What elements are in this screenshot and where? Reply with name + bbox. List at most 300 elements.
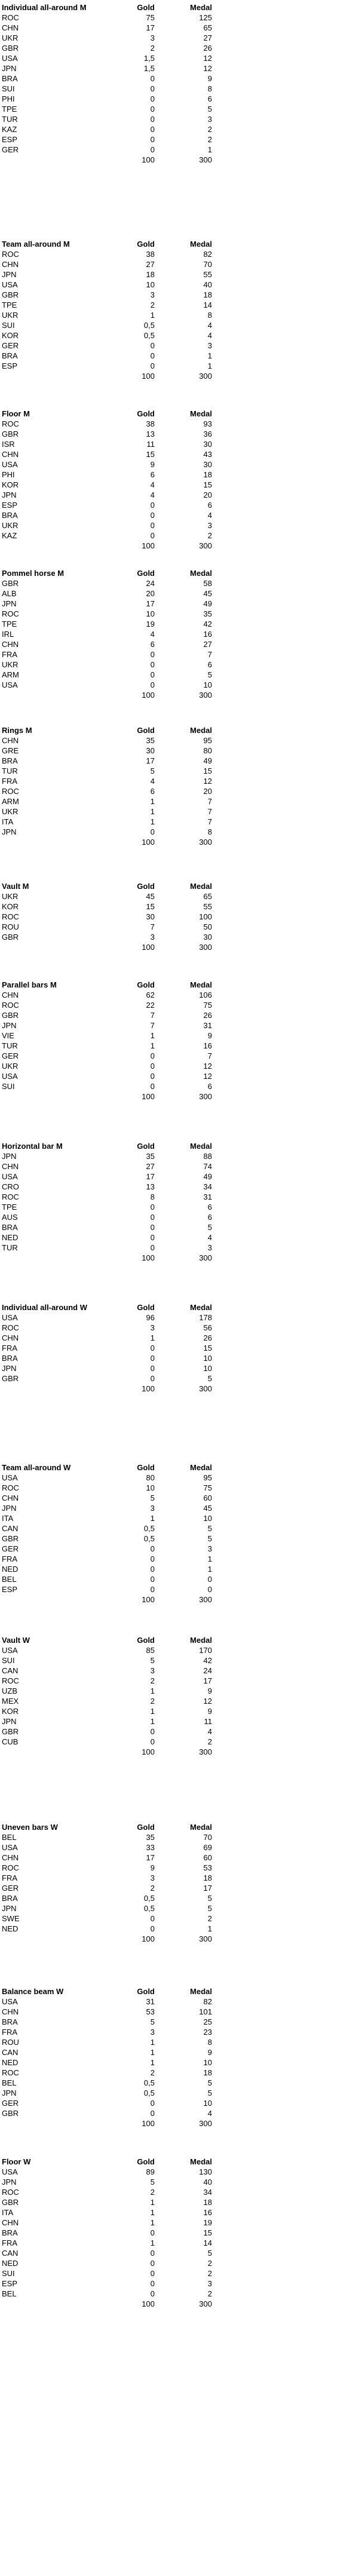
- medal-cell[interactable]: 6: [207, 1082, 212, 1091]
- country-cell[interactable]: CHN: [2, 450, 19, 459]
- medal-cell[interactable]: 17: [203, 1676, 212, 1685]
- medal-cell[interactable]: 26: [203, 1011, 212, 1020]
- gold-total-cell[interactable]: 100: [142, 1595, 155, 1604]
- gold-total-cell[interactable]: 100: [142, 2299, 155, 2308]
- gold-total-cell[interactable]: 100: [142, 2119, 155, 2128]
- medal-cell[interactable]: 55: [203, 902, 212, 911]
- gold-cell[interactable]: 0: [150, 1062, 155, 1071]
- country-cell[interactable]: CHN: [2, 736, 19, 745]
- section-title[interactable]: Vault W: [2, 1636, 30, 1645]
- country-cell[interactable]: FRA: [2, 1873, 17, 1882]
- medal-cell[interactable]: 2: [207, 125, 212, 134]
- gold-cell[interactable]: 0: [150, 1213, 155, 1222]
- gold-cell[interactable]: 80: [146, 1473, 155, 1482]
- gold-cell[interactable]: 85: [146, 1646, 155, 1655]
- country-cell[interactable]: GBR: [2, 2109, 19, 2118]
- country-cell[interactable]: CHN: [2, 260, 19, 269]
- medal-cell[interactable]: 10: [203, 1354, 212, 1363]
- country-cell[interactable]: USA: [2, 1997, 18, 2006]
- section-title[interactable]: Parallel bars M: [2, 980, 57, 989]
- country-cell[interactable]: FRA: [2, 1554, 17, 1563]
- country-cell[interactable]: CHN: [2, 990, 19, 999]
- country-cell[interactable]: ROC: [2, 2068, 19, 2077]
- gold-total-cell[interactable]: 100: [142, 372, 155, 381]
- medal-cell[interactable]: 26: [203, 1333, 212, 1342]
- medal-cell[interactable]: 95: [203, 736, 212, 745]
- country-cell[interactable]: SUI: [2, 1082, 15, 1091]
- gold-cell[interactable]: 13: [146, 1182, 155, 1191]
- country-cell[interactable]: TPE: [2, 300, 17, 309]
- gold-cell[interactable]: 27: [146, 260, 155, 269]
- gold-cell[interactable]: 0: [150, 1565, 155, 1574]
- section-title[interactable]: Individual all-around M: [2, 3, 87, 12]
- country-cell[interactable]: ESP: [2, 2279, 18, 2288]
- empty-cell[interactable]: [0, 1594, 105, 1605]
- country-cell[interactable]: ISR: [2, 440, 15, 449]
- medal-cell[interactable]: 10: [203, 2058, 212, 2067]
- medal-column-header[interactable]: Medal: [190, 726, 212, 735]
- medal-cell[interactable]: 106: [199, 990, 212, 999]
- gold-cell[interactable]: 11: [146, 440, 155, 449]
- medal-cell[interactable]: 7: [207, 797, 212, 806]
- country-cell[interactable]: ROC: [2, 1483, 19, 1492]
- medal-total-cell[interactable]: 300: [199, 1253, 212, 1262]
- country-cell[interactable]: CHN: [2, 2007, 19, 2016]
- gold-cell[interactable]: 0: [150, 105, 155, 114]
- gold-column-header[interactable]: Gold: [137, 2157, 155, 2166]
- gold-cell[interactable]: 0: [150, 501, 155, 510]
- medal-cell[interactable]: 5: [207, 1524, 212, 1533]
- country-cell[interactable]: ROC: [2, 1323, 19, 1332]
- country-cell[interactable]: NED: [2, 2259, 19, 2268]
- empty-cell[interactable]: [0, 2299, 105, 2309]
- gold-cell[interactable]: 4: [150, 777, 155, 786]
- gold-cell[interactable]: 53: [146, 2007, 155, 2016]
- medal-cell[interactable]: 70: [203, 1833, 212, 1842]
- gold-cell[interactable]: 3: [150, 1873, 155, 1882]
- empty-cell[interactable]: [0, 1384, 105, 1394]
- medal-cell[interactable]: 6: [207, 501, 212, 510]
- country-cell[interactable]: ROC: [2, 1676, 19, 1685]
- medal-cell[interactable]: 18: [203, 2198, 212, 2207]
- medal-cell[interactable]: 16: [203, 1041, 212, 1050]
- gold-cell[interactable]: 0: [150, 531, 155, 540]
- gold-cell[interactable]: 6: [150, 470, 155, 479]
- gold-cell[interactable]: 6: [150, 640, 155, 649]
- medal-cell[interactable]: 75: [203, 1483, 212, 1492]
- medal-cell[interactable]: 65: [203, 892, 212, 901]
- country-cell[interactable]: GBR: [2, 430, 19, 438]
- medal-cell[interactable]: 74: [203, 1162, 212, 1171]
- medal-cell[interactable]: 27: [203, 33, 212, 42]
- country-cell[interactable]: USA: [2, 2167, 18, 2176]
- country-cell[interactable]: FRA: [2, 2238, 17, 2247]
- gold-cell[interactable]: 0,5: [143, 1904, 155, 1913]
- medal-cell[interactable]: 16: [203, 2208, 212, 2217]
- country-cell[interactable]: BEL: [2, 1833, 17, 1842]
- medal-cell[interactable]: 5: [207, 2078, 212, 2087]
- country-cell[interactable]: KAZ: [2, 125, 17, 134]
- country-cell[interactable]: NED: [2, 1924, 19, 1933]
- country-cell[interactable]: SWE: [2, 1914, 20, 1923]
- medal-cell[interactable]: 11: [204, 1717, 212, 1726]
- gold-column-header[interactable]: Gold: [137, 240, 155, 249]
- gold-cell[interactable]: 17: [146, 1853, 155, 1862]
- country-cell[interactable]: KOR: [2, 902, 19, 911]
- gold-cell[interactable]: 8: [150, 1192, 155, 1201]
- country-cell[interactable]: GBR: [2, 1727, 19, 1736]
- gold-cell[interactable]: 5: [150, 766, 155, 775]
- medal-cell[interactable]: 18: [203, 290, 212, 299]
- gold-cell[interactable]: 0: [150, 2289, 155, 2298]
- country-cell[interactable]: ALB: [2, 589, 17, 598]
- medal-cell[interactable]: 3: [207, 1544, 212, 1553]
- gold-cell[interactable]: 30: [146, 912, 155, 921]
- country-cell[interactable]: BRA: [2, 511, 18, 520]
- country-cell[interactable]: USA: [2, 460, 18, 469]
- gold-cell[interactable]: 1: [150, 807, 155, 816]
- gold-cell[interactable]: 1: [150, 797, 155, 806]
- empty-cell[interactable]: [0, 1934, 105, 1944]
- gold-cell[interactable]: 0: [150, 1223, 155, 1232]
- medal-cell[interactable]: 3: [207, 115, 212, 124]
- country-cell[interactable]: GBR: [2, 44, 19, 53]
- medal-cell[interactable]: 31: [203, 1021, 212, 1030]
- gold-cell[interactable]: 1,5: [143, 54, 155, 63]
- medal-column-header[interactable]: Medal: [190, 569, 212, 578]
- country-cell[interactable]: GER: [2, 1051, 19, 1060]
- medal-column-header[interactable]: Medal: [190, 2157, 212, 2166]
- gold-column-header[interactable]: Gold: [137, 1987, 155, 1996]
- gold-cell[interactable]: 1: [150, 1707, 155, 1716]
- gold-cell[interactable]: 19: [146, 620, 155, 628]
- medal-cell[interactable]: 49: [203, 599, 212, 608]
- medal-cell[interactable]: 2: [207, 2289, 212, 2298]
- section-title[interactable]: Horizontal bar M: [2, 1142, 63, 1151]
- country-cell[interactable]: GBR: [2, 290, 19, 299]
- medal-cell[interactable]: 40: [203, 280, 212, 289]
- medal-total-cell[interactable]: 300: [199, 838, 212, 847]
- country-cell[interactable]: BRA: [2, 1894, 18, 1903]
- country-cell[interactable]: ARM: [2, 797, 19, 806]
- gold-total-cell[interactable]: 100: [142, 541, 155, 550]
- gold-cell[interactable]: 13: [146, 430, 155, 438]
- medal-cell[interactable]: 14: [203, 2238, 212, 2247]
- country-cell[interactable]: CRO: [2, 1182, 19, 1191]
- country-cell[interactable]: BEL: [2, 1575, 17, 1584]
- country-cell[interactable]: USA: [2, 1843, 18, 1852]
- gold-cell[interactable]: 3: [150, 1504, 155, 1513]
- country-cell[interactable]: NED: [2, 2058, 19, 2067]
- medal-cell[interactable]: 7: [207, 817, 212, 826]
- medal-column-header[interactable]: Medal: [190, 3, 212, 12]
- gold-column-header[interactable]: Gold: [137, 1303, 155, 1312]
- gold-cell[interactable]: 0: [150, 84, 155, 93]
- country-cell[interactable]: USA: [2, 1172, 18, 1181]
- medal-cell[interactable]: 3: [207, 1243, 212, 1252]
- country-cell[interactable]: UKR: [2, 311, 19, 320]
- gold-cell[interactable]: 0: [150, 1072, 155, 1081]
- country-cell[interactable]: NED: [2, 1565, 19, 1574]
- gold-cell[interactable]: 35: [146, 1152, 155, 1161]
- medal-cell[interactable]: 30: [203, 933, 212, 942]
- medal-cell[interactable]: 170: [199, 1646, 212, 1655]
- medal-cell[interactable]: 9: [207, 1031, 212, 1040]
- gold-cell[interactable]: 15: [146, 450, 155, 459]
- medal-cell[interactable]: 6: [207, 1213, 212, 1222]
- country-cell[interactable]: CAN: [2, 2048, 19, 2057]
- gold-cell[interactable]: 0: [150, 680, 155, 689]
- section-title[interactable]: Pommel horse M: [2, 569, 65, 578]
- medal-column-header[interactable]: Medal: [190, 1636, 212, 1645]
- medal-cell[interactable]: 12: [203, 1697, 212, 1706]
- country-cell[interactable]: ROC: [2, 1863, 19, 1872]
- medal-cell[interactable]: 16: [203, 630, 212, 639]
- gold-cell[interactable]: 3: [150, 2028, 155, 2037]
- gold-cell[interactable]: 1: [150, 2058, 155, 2067]
- country-cell[interactable]: ITA: [2, 1514, 14, 1523]
- medal-cell[interactable]: 18: [203, 1873, 212, 1882]
- country-cell[interactable]: UKR: [2, 660, 19, 669]
- gold-total-cell[interactable]: 100: [142, 1253, 155, 1262]
- medal-cell[interactable]: 30: [203, 460, 212, 469]
- gold-cell[interactable]: 0: [150, 1544, 155, 1553]
- section-title[interactable]: Floor M: [2, 409, 30, 418]
- medal-cell[interactable]: 3: [207, 2279, 212, 2288]
- country-cell[interactable]: GBR: [2, 579, 19, 588]
- gold-cell[interactable]: 0: [150, 1344, 155, 1353]
- country-cell[interactable]: JPN: [2, 1717, 17, 1726]
- gold-cell[interactable]: 33: [146, 1843, 155, 1852]
- gold-cell[interactable]: 30: [146, 746, 155, 755]
- country-cell[interactable]: ROC: [2, 787, 19, 796]
- medal-total-cell[interactable]: 300: [199, 1092, 212, 1101]
- medal-cell[interactable]: 42: [203, 620, 212, 628]
- country-cell[interactable]: BRA: [2, 1223, 18, 1232]
- gold-total-cell[interactable]: 100: [142, 155, 155, 164]
- medal-cell[interactable]: 5: [207, 1894, 212, 1903]
- gold-cell[interactable]: 1: [150, 1514, 155, 1523]
- medal-cell[interactable]: 3: [207, 521, 212, 530]
- gold-cell[interactable]: 27: [146, 1162, 155, 1171]
- medal-cell[interactable]: 6: [207, 1203, 212, 1212]
- gold-cell[interactable]: 0: [150, 660, 155, 669]
- country-cell[interactable]: CAN: [2, 2249, 19, 2258]
- country-cell[interactable]: TPE: [2, 1203, 17, 1212]
- country-cell[interactable]: TUR: [2, 1243, 18, 1252]
- medal-cell[interactable]: 8: [207, 2038, 212, 2047]
- country-cell[interactable]: GER: [2, 2099, 19, 2108]
- country-cell[interactable]: UZB: [2, 1686, 17, 1695]
- empty-cell[interactable]: [0, 371, 105, 381]
- medal-cell[interactable]: 15: [203, 2228, 212, 2237]
- medal-cell[interactable]: 4: [207, 511, 212, 520]
- gold-cell[interactable]: 0: [150, 1737, 155, 1746]
- country-cell[interactable]: BRA: [2, 2017, 18, 2026]
- gold-cell[interactable]: 5: [150, 2017, 155, 2026]
- country-cell[interactable]: CHN: [2, 1494, 19, 1502]
- gold-column-header[interactable]: Gold: [137, 409, 155, 418]
- medal-cell[interactable]: 93: [203, 419, 212, 428]
- gold-cell[interactable]: 0: [150, 2109, 155, 2118]
- gold-cell[interactable]: 17: [146, 1172, 155, 1181]
- medal-cell[interactable]: 2: [207, 1737, 212, 1746]
- country-cell[interactable]: ITA: [2, 2208, 14, 2217]
- gold-cell[interactable]: 18: [146, 270, 155, 279]
- country-cell[interactable]: TPE: [2, 105, 17, 114]
- gold-total-cell[interactable]: 100: [142, 838, 155, 847]
- medal-cell[interactable]: 9: [207, 74, 212, 83]
- gold-cell[interactable]: 24: [146, 579, 155, 588]
- gold-cell[interactable]: 17: [146, 23, 155, 32]
- country-cell[interactable]: MEX: [2, 1697, 19, 1706]
- country-cell[interactable]: JPN: [2, 270, 17, 279]
- gold-cell[interactable]: 0: [150, 2249, 155, 2258]
- medal-cell[interactable]: 30: [203, 440, 212, 449]
- gold-column-header[interactable]: Gold: [137, 1636, 155, 1645]
- medal-cell[interactable]: 2: [207, 1914, 212, 1923]
- medal-cell[interactable]: 3: [207, 341, 212, 350]
- gold-column-header[interactable]: Gold: [137, 1823, 155, 1832]
- country-cell[interactable]: JPN: [2, 1152, 17, 1161]
- medal-total-cell[interactable]: 300: [199, 943, 212, 952]
- gold-cell[interactable]: 0: [150, 1727, 155, 1736]
- country-cell[interactable]: ESP: [2, 361, 18, 370]
- country-cell[interactable]: CHN: [2, 23, 19, 32]
- gold-cell[interactable]: 17: [146, 756, 155, 765]
- gold-cell[interactable]: 2: [150, 1697, 155, 1706]
- gold-cell[interactable]: 0: [150, 94, 155, 103]
- section-title[interactable]: Floor W: [2, 2157, 31, 2166]
- gold-cell[interactable]: 0: [150, 1364, 155, 1373]
- gold-cell[interactable]: 0: [150, 521, 155, 530]
- medal-total-cell[interactable]: 300: [199, 1934, 212, 1943]
- medal-column-header[interactable]: Medal: [190, 1303, 212, 1312]
- medal-cell[interactable]: 19: [203, 2218, 212, 2227]
- country-cell[interactable]: BEL: [2, 2078, 17, 2087]
- country-cell[interactable]: KOR: [2, 480, 19, 489]
- gold-cell[interactable]: 4: [150, 490, 155, 499]
- country-cell[interactable]: PHI: [2, 94, 15, 103]
- country-cell[interactable]: UKR: [2, 807, 19, 816]
- medal-cell[interactable]: 18: [203, 470, 212, 479]
- section-title[interactable]: Rings M: [2, 726, 32, 735]
- gold-cell[interactable]: 0: [150, 1082, 155, 1091]
- empty-cell[interactable]: [0, 942, 105, 952]
- gold-column-header[interactable]: Gold: [137, 1463, 155, 1472]
- gold-cell[interactable]: 2: [150, 300, 155, 309]
- gold-total-cell[interactable]: 100: [142, 1747, 155, 1756]
- medal-cell[interactable]: 8: [207, 84, 212, 93]
- gold-cell[interactable]: 2: [150, 1676, 155, 1685]
- country-cell[interactable]: GBR: [2, 1534, 19, 1543]
- section-title[interactable]: Balance beam W: [2, 1987, 64, 1996]
- gold-cell[interactable]: 1: [150, 1041, 155, 1050]
- country-cell[interactable]: FRA: [2, 777, 17, 786]
- gold-cell[interactable]: 5: [150, 2178, 155, 2186]
- medal-cell[interactable]: 10: [203, 2099, 212, 2108]
- medal-cell[interactable]: 65: [203, 23, 212, 32]
- country-cell[interactable]: TUR: [2, 115, 18, 124]
- medal-cell[interactable]: 23: [203, 2028, 212, 2037]
- medal-cell[interactable]: 34: [203, 2188, 212, 2197]
- country-cell[interactable]: VIE: [2, 1031, 14, 1040]
- section-title[interactable]: Individual all-around W: [2, 1303, 87, 1312]
- gold-column-header[interactable]: Gold: [137, 569, 155, 578]
- country-cell[interactable]: ROU: [2, 922, 19, 931]
- gold-cell[interactable]: 0: [150, 1354, 155, 1363]
- gold-total-cell[interactable]: 100: [142, 1934, 155, 1943]
- medal-cell[interactable]: 5: [207, 2089, 212, 2097]
- medal-cell[interactable]: 50: [203, 922, 212, 931]
- medal-total-cell[interactable]: 300: [199, 372, 212, 381]
- medal-column-header[interactable]: Medal: [190, 882, 212, 891]
- gold-cell[interactable]: 1: [150, 2038, 155, 2047]
- empty-cell[interactable]: [0, 2118, 105, 2129]
- medal-column-header[interactable]: Medal: [190, 409, 212, 418]
- gold-cell[interactable]: 45: [146, 892, 155, 901]
- gold-cell[interactable]: 10: [146, 1483, 155, 1492]
- medal-total-cell[interactable]: 300: [199, 2299, 212, 2308]
- empty-cell[interactable]: [0, 1747, 105, 1757]
- country-cell[interactable]: ROC: [2, 912, 19, 921]
- medal-cell[interactable]: 12: [203, 1072, 212, 1081]
- gold-cell[interactable]: 0: [150, 115, 155, 124]
- country-cell[interactable]: JPN: [2, 827, 17, 836]
- medal-column-header[interactable]: Medal: [190, 1142, 212, 1151]
- country-cell[interactable]: JPN: [2, 1904, 17, 1913]
- country-cell[interactable]: KOR: [2, 331, 19, 340]
- gold-cell[interactable]: 0: [150, 670, 155, 679]
- medal-cell[interactable]: 5: [207, 1904, 212, 1913]
- gold-cell[interactable]: 0,5: [143, 1524, 155, 1533]
- medal-cell[interactable]: 34: [203, 1182, 212, 1191]
- medal-cell[interactable]: 80: [203, 746, 212, 755]
- country-cell[interactable]: BRA: [2, 756, 18, 765]
- medal-cell[interactable]: 5: [207, 2249, 212, 2258]
- gold-cell[interactable]: 0,5: [143, 2078, 155, 2087]
- medal-cell[interactable]: 49: [203, 1172, 212, 1181]
- gold-cell[interactable]: 0: [150, 1203, 155, 1212]
- medal-cell[interactable]: 12: [203, 64, 212, 73]
- gold-cell[interactable]: 0: [150, 2269, 155, 2278]
- section-title[interactable]: Team all-around W: [2, 1463, 71, 1472]
- medal-cell[interactable]: 15: [203, 766, 212, 775]
- gold-cell[interactable]: 0: [150, 1585, 155, 1594]
- country-cell[interactable]: CHN: [2, 1853, 19, 1862]
- gold-cell[interactable]: 2: [150, 2068, 155, 2077]
- country-cell[interactable]: KOR: [2, 1707, 19, 1716]
- gold-cell[interactable]: 0: [150, 1575, 155, 1584]
- gold-cell[interactable]: 5: [150, 1656, 155, 1665]
- gold-cell[interactable]: 96: [146, 1313, 155, 1322]
- gold-cell[interactable]: 0: [150, 2228, 155, 2237]
- gold-cell[interactable]: 0: [150, 1374, 155, 1383]
- gold-cell[interactable]: 3: [150, 933, 155, 942]
- country-cell[interactable]: SUI: [2, 321, 15, 330]
- country-cell[interactable]: USA: [2, 1313, 18, 1322]
- medal-cell[interactable]: 2: [207, 531, 212, 540]
- gold-cell[interactable]: 0: [150, 650, 155, 659]
- medal-cell[interactable]: 5: [207, 670, 212, 679]
- country-cell[interactable]: GBR: [2, 2198, 19, 2207]
- gold-cell[interactable]: 35: [146, 736, 155, 745]
- gold-cell[interactable]: 1: [150, 817, 155, 826]
- gold-cell[interactable]: 0: [150, 1233, 155, 1242]
- country-cell[interactable]: JPN: [2, 2178, 17, 2186]
- country-cell[interactable]: JPN: [2, 1021, 17, 1030]
- country-cell[interactable]: BEL: [2, 2289, 17, 2298]
